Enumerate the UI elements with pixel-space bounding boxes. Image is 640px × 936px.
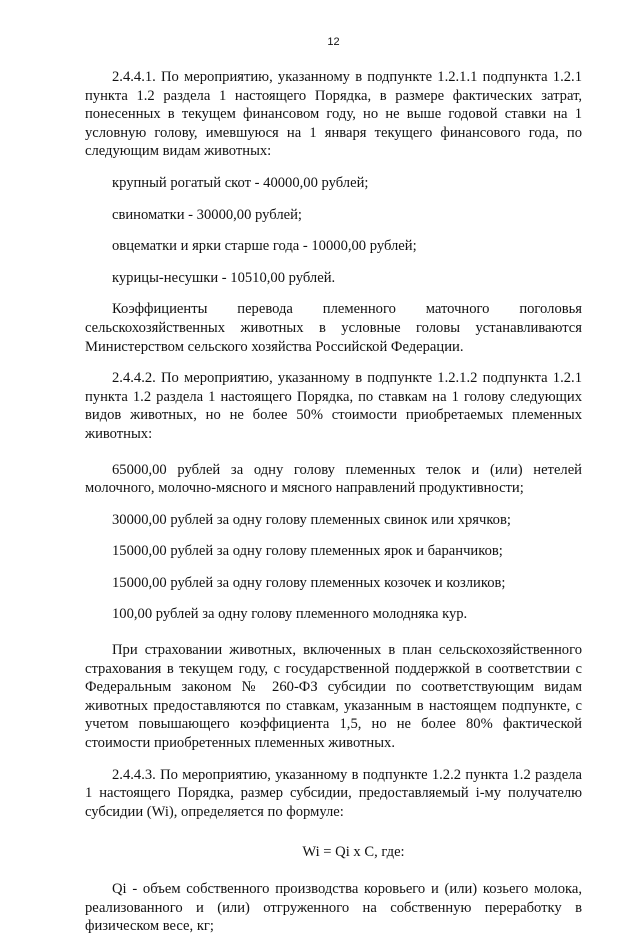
page-number: 12 (327, 36, 340, 48)
list-item: 15000,00 рублей за одну голову племенных ярок и баранчиков; (112, 543, 503, 560)
list-item: свиноматки - 30000,00 рублей; (112, 206, 302, 223)
list-item: 30000,00 рублей за одну голову племенных свинок или хрячков; (112, 511, 511, 528)
list-item: овцематки и ярки старше года - 10000,00 рублей; (112, 238, 417, 255)
list-item: 15000,00 рублей за одну голову племенных козочек и козликов; (112, 574, 506, 591)
paragraph-coefficients: Коэффициенты перевода племенного маточного поголовья сельскохозяйственных животных в условные головы устанавливаются Министерством сельского хозяйства Российской Федерации. (85, 301, 582, 355)
paragraph-insurance: При страховании животных, включенных в план сельскохозяйственного страхования в текущем году, с государственной поддержкой в соответствии с Федеральным законом № 260-ФЗ субсидии по соответствующим видам животных предоставляются по ставкам, указанным в настоящем подпункте, с учетом повышающего коэффициента 1,5, но не более 80% фактической стоимости приобретенных племенных животных. (85, 642, 582, 752)
list-item: курицы-несушки - 10510,00 рублей. (112, 269, 336, 286)
paragraph-heifers-rate: 65000,00 рублей за одну голову племенных телок и (или) нетелей молочного, молочно-мясного и мясного направлений продуктивности; (85, 461, 582, 497)
paragraph-2-4-4-1: 2.4.4.1. По мероприятию, указанному в подпункте 1.2.1.1 подпункта 1.2.1 пункта 1.2 раздела 1 настоящего Порядка, в размере фактических затрат, понесенных в текущем финансовом году, но не выше годовой ставки на 1 условную голову, имевшуюся на 1 января текущего финансового года, по следующим видам животных: (85, 69, 582, 160)
list-item: крупный рогатый скот - 40000,00 рублей; (112, 174, 369, 191)
paragraph-qi-definition: Qi - объем собственного производства коровьего и (или) козьего молока, реализованного и (или) отгруженного на собственную переработку в физическом весе, кг; (85, 881, 582, 935)
paragraph-2-4-4-2: 2.4.4.2. По мероприятию, указанному в подпункте 1.2.1.2 подпункта 1.2.1 пункта 1.2 раздела 1 настоящего Порядка, по ставкам на 1 голову следующих видов животных, но не более 50% стоимости приобретаемых племенных животных: (85, 370, 582, 442)
formula: Wi = Qi x C, где: (302, 844, 405, 861)
paragraph-2-4-4-3: 2.4.4.3. По мероприятию, указанному в подпункте 1.2.2 пункта 1.2 раздела 1 настоящего Порядка, размер субсидии, предоставляемый i-му получателю субсидии (Wi), определяется по формуле: (85, 766, 582, 820)
list-item: 100,00 рублей за одну голову племенного молодняка кур. (112, 606, 468, 623)
